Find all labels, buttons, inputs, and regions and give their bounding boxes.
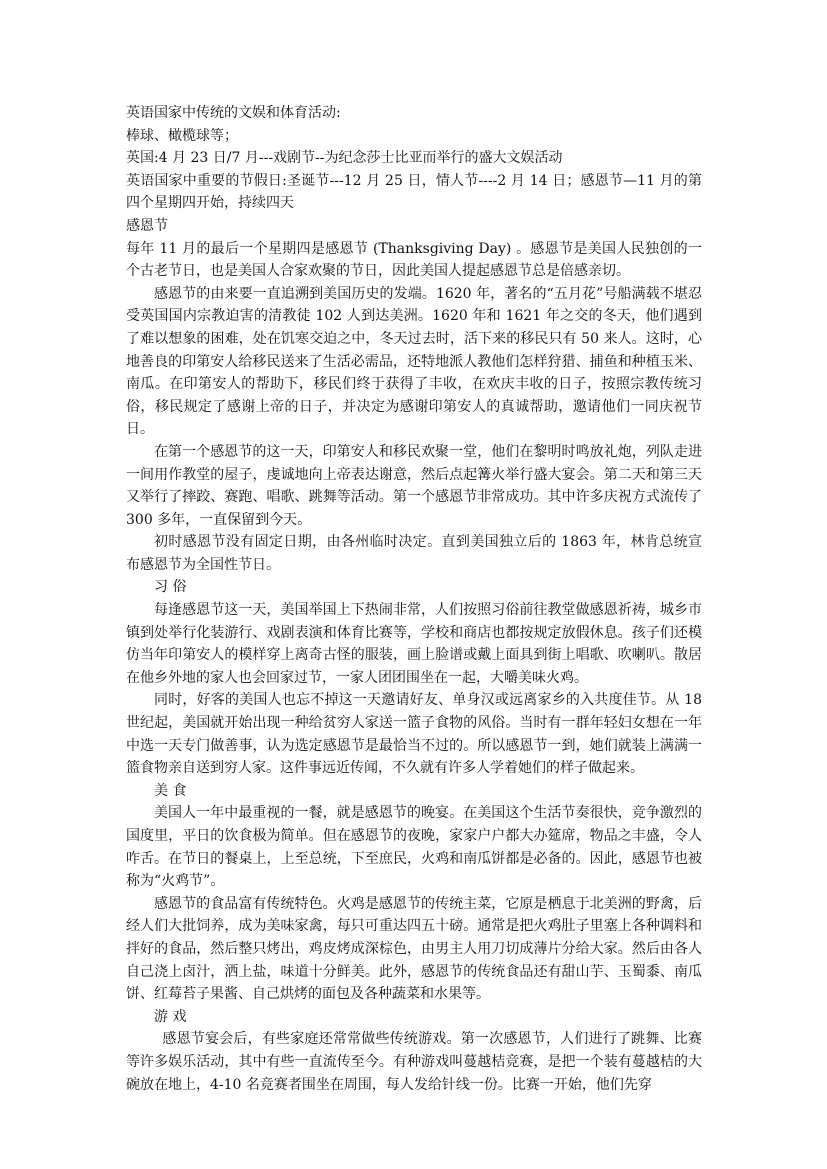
intro-line-4: 英语国家中重要的节假日:圣诞节---12 月 25 日，情人节----2 月 14 日；感恩节—11 月的第四个星期四开始，持续四天 [126,172,702,212]
document-body [126,102,702,1096]
origin-paragraph-2: 在第一个感恩节的这一天，印第安人和移民欢聚一堂，他们在黎明时鸣放礼炮，列队走进一间用作教堂的屋子，虔诚地向上帝表达谢意，然后点起篝火举行盛大宴会。第二天和第三天又举行了摔跤、赛跑、唱歌、跳舞等活动。第一个感恩节非常成功。其中许多庆祝方式流传了 300 多年，一直保留到今天。 [126,443,702,528]
food-heading: 美 食 [154,782,187,799]
customs-paragraph-2: 同时，好客的美国人也忘不掉这一天邀请好友、单身汉或远离家乡的入共度佳节。从 18 世纪起，美国就开始出现一种给贫穷人家送一篮子食物的风俗。当时有一群年轻妇女想在一年中选一天专门做善事，认为选定感恩节是最恰当不过的。所以感恩节一到，她们就装上满满一篮食物亲自送到穷人家。这件事远近传闻，不久就有许多人学着她们的样子做起来。 [126,692,702,777]
intro-line-1: 英语国家中传统的文娱和体育活动: [126,105,341,121]
games-heading: 游 戏 [154,1008,187,1025]
intro-line-2: 棒球、橄榄球等； [126,127,238,144]
customs-heading: 习 俗 [154,579,187,596]
games-paragraph-1: 感恩节宴会后，有些家庭还常常做些传统游戏。第一次感恩节，人们进行了跳舞、比赛等许多娱乐活动，其中有些一直流传至今。有种游戏叫蔓越桔竞赛，是把一个装有蔓越桔的大碗放在地上，4-10 名竞赛者围坐在周围，每人发给针线一份。比赛一开始，他们先穿 [126,1031,702,1093]
section-title: 感恩节 [126,217,168,234]
food-paragraph-2: 感恩节的食品富有传统特色。火鸡是感恩节的传统主菜，它原是栖息于北美洲的野禽，后经人们大批饲养，成为美味家禽，每只可重达四五十磅。通常是把火鸡肚子里塞上各种调料和拌好的食品，然后整只烤出，鸡皮烤成深棕色，由男主人用刀切成薄片分给大家。然后由各人自己浇上卤汁，洒上盐，味道十分鲜美。此外，感恩节的传统食品还有甜山芋、玉蜀黍、南瓜饼、红莓苔子果酱、自己烘烤的面包及各种蔬菜和水果等。 [126,895,702,1003]
intro-line-3: 英国:4 月 23 日/7 月---戏剧节--为纪念莎士比亚而举行的盛大文娱活动 [126,150,563,167]
origin-paragraph-1: 感恩节的由来要一直追溯到美国历史的发端。1620 年，著名的“五月花”号船满载不堪忍受英国国内宗教迫害的清教徒 102 人到达美洲。1620 年和 1621 年之交的冬天，他们遇到了难以想象的困难，处在饥寒交迫之中，冬天过去时，活下来的移民只有 50 来人。这时，心地善良的印第安人给移民送来了生活必需品，还特地派人教他们怎样狩猎、捕鱼和种植玉米、南瓜。在印第安人的帮助下，移民们终于获得了丰收，在欢庆丰收的日子，按照宗教传统习俗，移民规定了感谢上帝的日子，并决定为感谢印第安人的真诚帮助，邀请他们一同庆祝节日。 [126,285,702,438]
food-paragraph-1: 美国人一年中最重视的一餐，就是感恩节的晚宴。在美国这个生活节奏很快，竞争激烈的国度里，平日的饮食极为简单。但在感恩节的夜晚，家家户户都大办筵席，物品之丰盛，令人咋舌。在节日的餐桌上，上至总统，下至庶民，火鸡和南瓜饼都是必备的。因此，感恩节也被称为“火鸡节”。 [126,805,702,890]
customs-paragraph-1: 每逢感恩节这一天，美国举国上下热闹非常，人们按照习俗前往教堂做感恩祈祷，城乡市镇到处举行化装游行、戏剧表演和体育比赛等，学校和商店也都按规定放假休息。孩子们还模仿当年印第安人的模样穿上离奇古怪的服装，画上脸谱或戴上面具到街上唱歌、吹喇叭。散居在他乡外地的家人也会回家过节，一家人团团围坐在一起，大嚼美味火鸡。 [126,602,702,686]
origin-paragraph-3: 初时感恩节没有固定日期，由各州临时决定。直到美国独立后的 1863 年，林肯总统宣布感恩节为全国性节日。 [126,534,702,573]
lead-paragraph: 每年 11 月的最后一个星期四是感恩节 (Thanksgiving Day) 。感恩节是美国人民独创的一个古老节日，也是美国人合家欢聚的节日，因此美国人提起感恩节总是倍感亲切。 [126,240,702,280]
